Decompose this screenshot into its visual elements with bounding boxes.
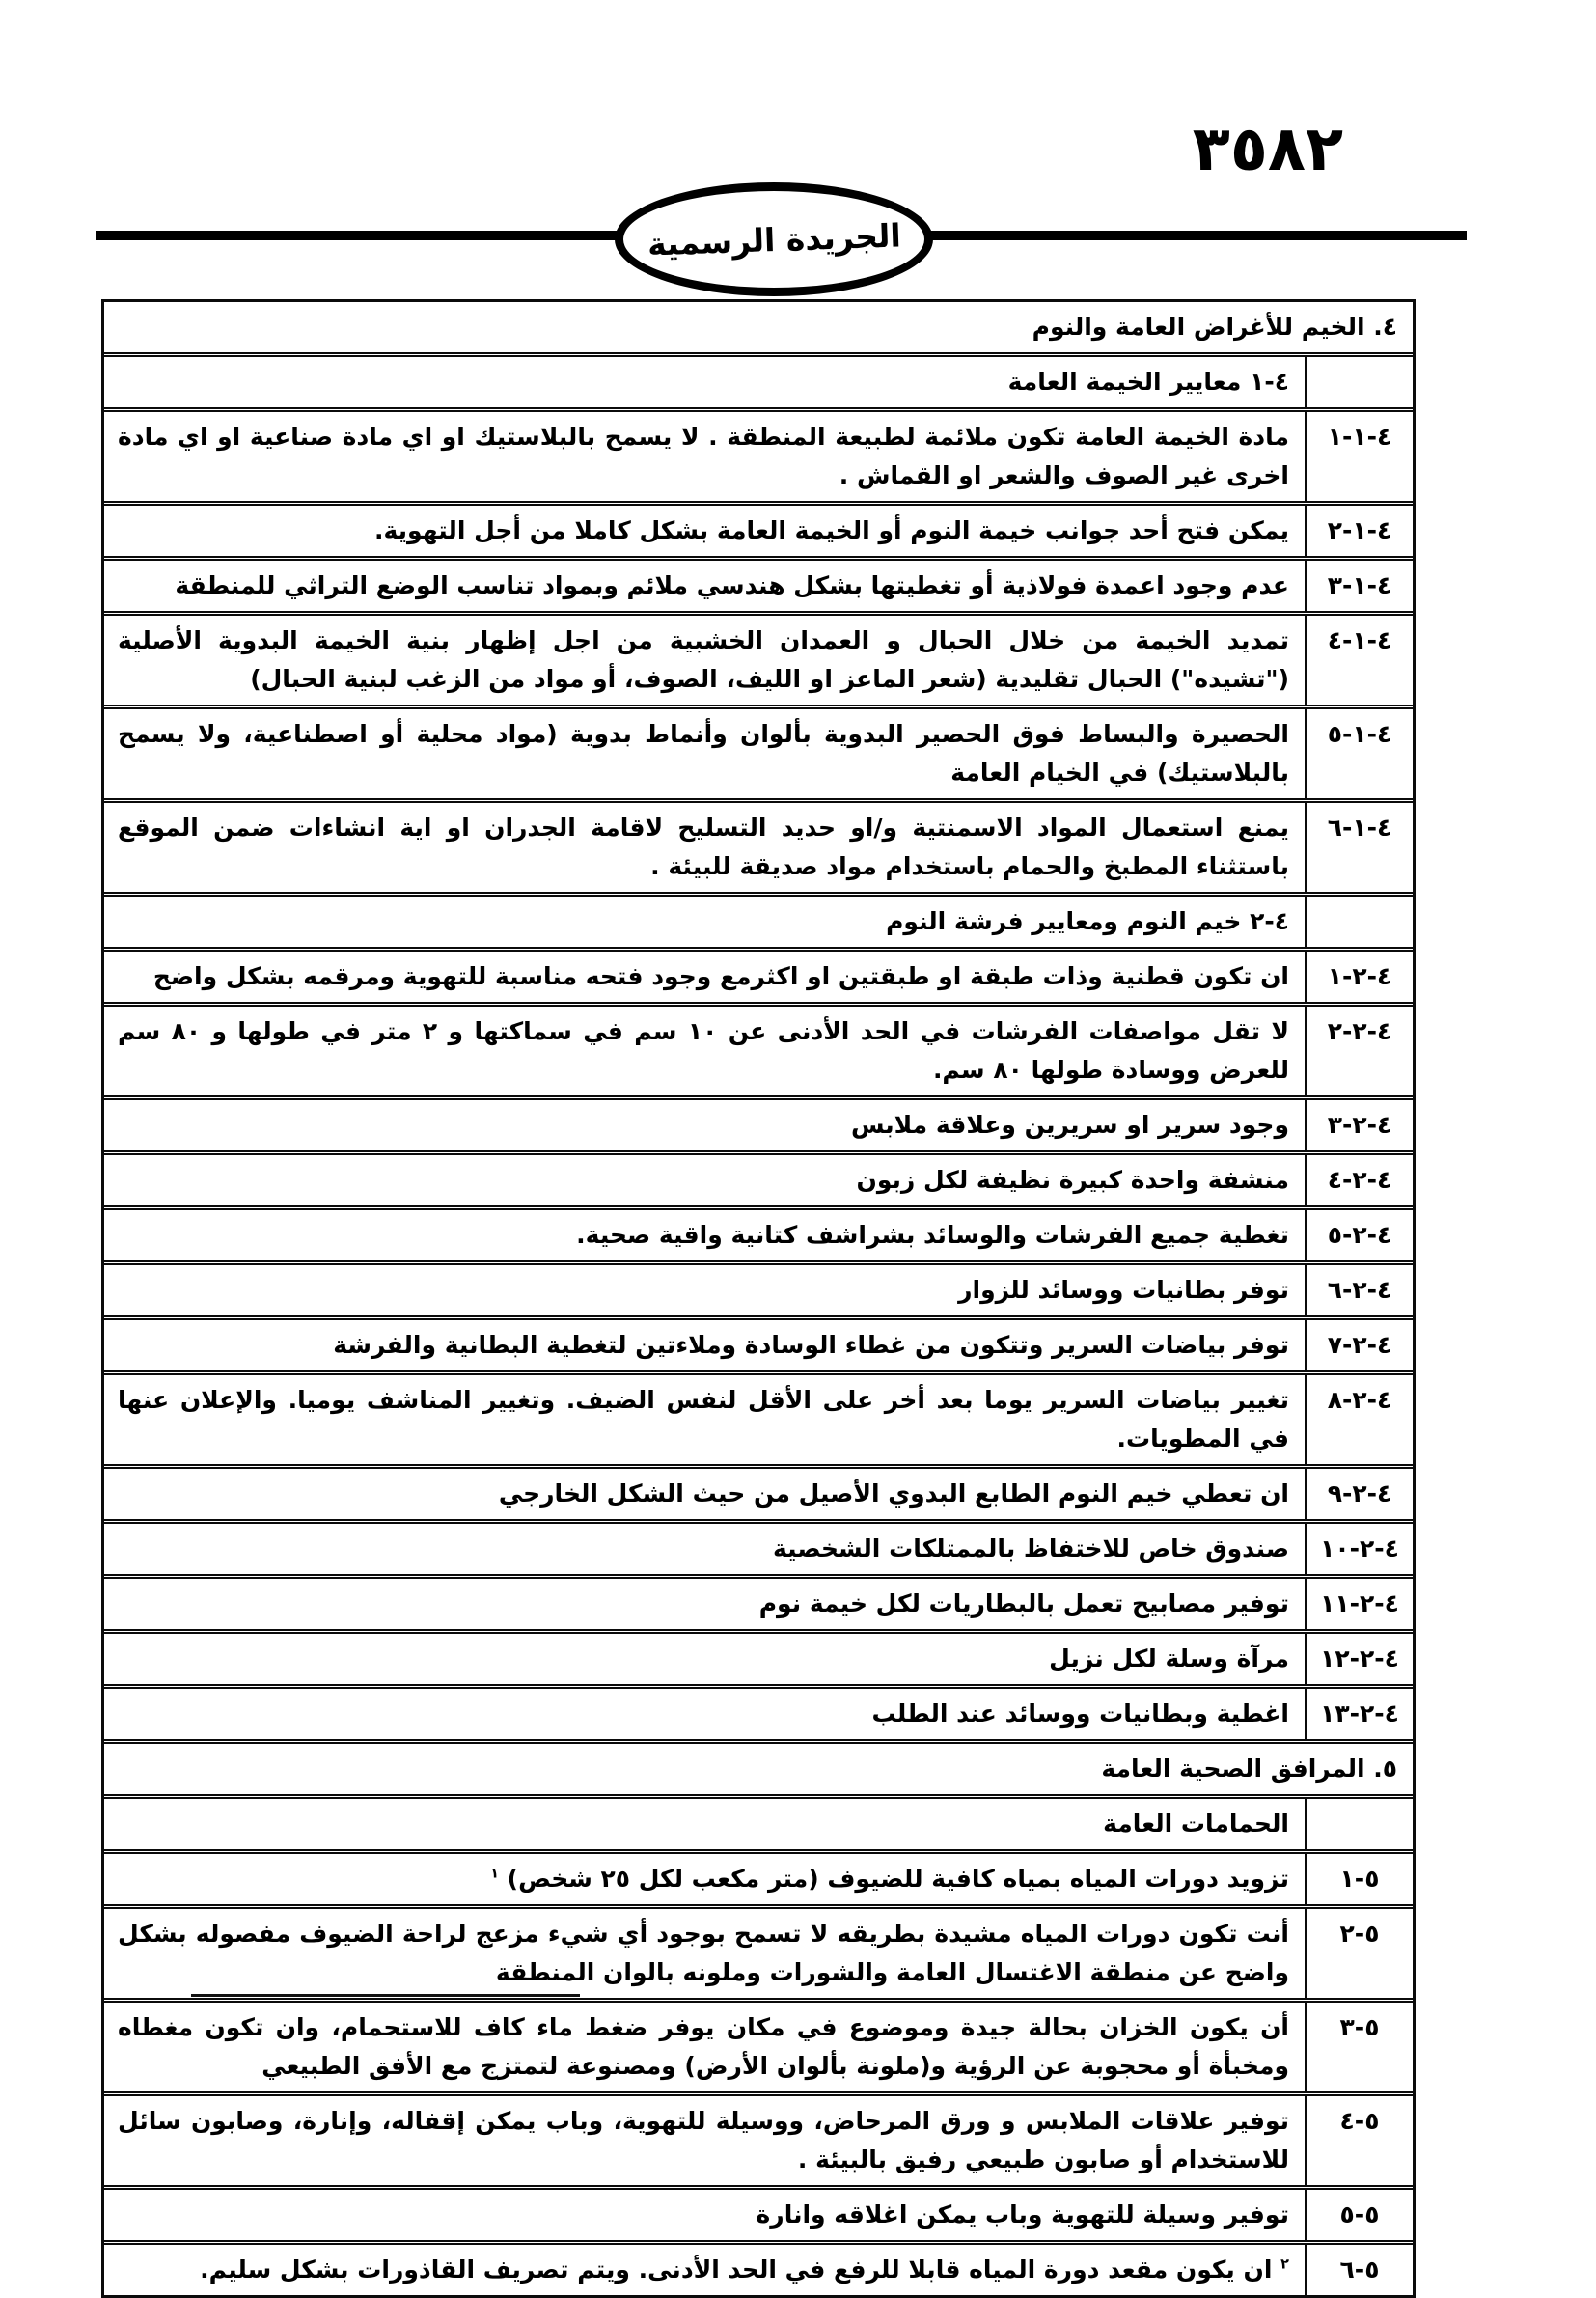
row-text: لا تقل مواصفات الفرشات في الحد الأدنى عن ١٠ سم في سماكتها و ٢ متر في طولها و ٨٠ سم للعرض ووسادة طولها ٨٠ سم. (118, 1017, 1289, 1084)
row-text-cell (104, 1579, 1305, 1629)
row-text-cell (104, 1744, 1413, 1794)
row-number-cell: ٤-٢-٣ (1305, 1100, 1413, 1150)
row-text: تغيير بياضات السرير يوما بعد أخر على الأقل لنفس الضيف. وتغيير المناشف يوميا. والإعلان عنها في المطويات. (118, 1386, 1289, 1453)
row-text-cell (104, 1100, 1305, 1150)
table-row (104, 1375, 1413, 1469)
table-row (104, 1909, 1413, 2003)
row-text: الحصيرة والبساط فوق الحصير البدوية بألوان وأنماط بدوية (مواد محلية أو اصطناعية، ولا يسمح بالبلاستيك) في الخيام العامة (118, 720, 1289, 787)
footnote-marker: ١ (490, 1866, 499, 1882)
row-number-cell: ٤-٢-٨ (1305, 1375, 1413, 1464)
table-row (104, 1155, 1413, 1210)
row-text-cell (104, 803, 1305, 892)
row-number-cell: ٤-١-٤ (1305, 616, 1413, 705)
row-text: ان يكون مقعد دورة المياه قابلا للرفع في الحد الأدنى. ويتم تصريف القاذورات بشكل سليم. (200, 2256, 1273, 2284)
row-number-cell (1305, 1799, 1413, 1849)
row-text-cell (104, 1265, 1305, 1315)
row-text: يمكن فتح أحد جوانب خيمة النوم أو الخيمة العامة بشكل كاملا من أجل التهوية. (374, 516, 1289, 544)
row-text: تزويد دورات المياه بمياه كافية للضيوف (متر مكعب لكل ٢٥ شخص) (507, 1865, 1289, 1893)
table-row (104, 2190, 1413, 2245)
row-text-cell (104, 506, 1305, 556)
row-text-cell (104, 1375, 1305, 1464)
row-text: أنت تكون دورات المياه مشيدة بطريقه لا تسمح بوجود أي شيء مزعج لراحة الضيوف مفصوله بشكل واضح عن منطقة الاغتسال العامة والشورات وملونه بالوان المنطقة (118, 1920, 1289, 1986)
table-row (104, 561, 1413, 616)
table-row (104, 506, 1413, 561)
row-text-cell (104, 1469, 1305, 1519)
row-text: ٤. الخيم للأغراض العامة والنوم (1032, 313, 1397, 341)
row-text: توفير وسيلة للتهوية وباب يمكن اغلاقه وانارة (756, 2201, 1289, 2229)
rules-table (101, 299, 1416, 2298)
row-text: وجود سرير او سريرين وعلاقة ملابس (850, 1111, 1289, 1139)
row-number-cell: ٥-٢ (1305, 1909, 1413, 1998)
row-text-cell (104, 1155, 1305, 1205)
table-row (104, 1210, 1413, 1265)
table-row (104, 1799, 1413, 1854)
row-number-cell: ٤-١-٣ (1305, 561, 1413, 611)
row-text: أن يكون الخزان بحالة جيدة وموضوع في مكان يوفر ضغط ماء كاف للاستحمام، وان تكون مغطاه ومخبأة أو محجوبة عن الرؤية و(ملونة بألوان الأرض) ومصنوعة لتمتزج مع الأفق الطبيعي (118, 2013, 1289, 2080)
row-text: ان تكون قطنية وذات طبقة او طبقتين او اكثرمع وجود فتحه مناسبة للتهوية ومرقمه بشكل واضح (152, 962, 1289, 990)
row-number-cell: ٤-١-١ (1305, 412, 1413, 501)
row-text-cell (104, 1799, 1305, 1849)
row-text-cell (104, 1524, 1305, 1574)
row-text-cell (104, 1634, 1305, 1684)
row-number-cell: ٥-٤ (1305, 2096, 1413, 2185)
table-row (104, 803, 1413, 897)
row-number-cell: ٥-٥ (1305, 2190, 1413, 2240)
table-row (104, 952, 1413, 1007)
table-row (104, 2245, 1413, 2295)
row-number-cell: ٤-٢-١٠ (1305, 1524, 1413, 1574)
row-text-cell (104, 1909, 1305, 1998)
table-row (104, 1007, 1413, 1100)
row-number-cell: ٥-٦ (1305, 2245, 1413, 2295)
gazette-seal (615, 182, 933, 296)
row-number-cell: ٤-١-٢ (1305, 506, 1413, 556)
row-number-cell: ٤-٢-١ (1305, 952, 1413, 1002)
row-text-cell (104, 1210, 1305, 1260)
table-row (104, 1524, 1413, 1579)
row-number-cell: ٤-٢-١١ (1305, 1579, 1413, 1629)
table-row (104, 302, 1413, 357)
table-row (104, 616, 1413, 709)
row-number-cell (1305, 897, 1413, 947)
row-number-cell: ٤-٢-٦ (1305, 1265, 1413, 1315)
row-number-cell: ٤-٢-٢ (1305, 1007, 1413, 1095)
row-number-cell: ٤-٢-٩ (1305, 1469, 1413, 1519)
row-text-cell (104, 302, 1413, 352)
table-row (104, 1469, 1413, 1524)
footnote-rule (191, 1994, 580, 1997)
row-text-cell (104, 2190, 1305, 2240)
row-text-cell (104, 2096, 1305, 2185)
table-row (104, 1265, 1413, 1320)
row-number-cell: ٤-١-٦ (1305, 803, 1413, 892)
row-text: منشفة واحدة كبيرة نظيفة لكل زبون (856, 1166, 1289, 1194)
row-text: عدم وجود اعمدة فولاذية أو تغطيتها بشكل هندسي ملائم وبمواد تناسب الوضع التراثي للمنطقة (175, 571, 1289, 599)
row-text: مرآة وسلة لكل نزيل (1049, 1645, 1289, 1673)
row-text: يمنع استعمال المواد الاسمنتية و/او حديد التسليح لاقامة الجدران او اية انشاءات ضمن الموقع باستثناء المطبخ والحمام باستخدام مواد صديقة للبيئة . (118, 814, 1289, 880)
row-text: تغطية جميع الفرشات والوسائد بشراشف كتانية واقية صحية. (576, 1221, 1289, 1249)
row-text: توفير مصابيح تعمل بالبطاريات لكل خيمة نوم (758, 1590, 1289, 1618)
table-row (104, 1689, 1413, 1744)
page-number: ٣٥٨٢ (1192, 114, 1343, 185)
row-number-cell: ٤-٢-٤ (1305, 1155, 1413, 1205)
row-text: ٤-٢ خيم النوم ومعايير فرشة النوم (886, 907, 1289, 935)
table-row (104, 1744, 1413, 1799)
row-text: ٤-١ معايير الخيمة العامة (1007, 368, 1289, 396)
row-text-cell (104, 1689, 1305, 1739)
row-text: الحمامات العامة (1103, 1810, 1289, 1838)
table-row (104, 897, 1413, 952)
row-number-cell: ٥-٣ (1305, 2003, 1413, 2091)
row-text-cell (104, 561, 1305, 611)
row-text-cell (104, 2245, 1305, 2295)
table-row (104, 2096, 1413, 2190)
row-text-cell (104, 1007, 1305, 1095)
row-number-cell: ٤-٢-١٣ (1305, 1689, 1413, 1739)
row-text: مادة الخيمة العامة تكون ملائمة لطبيعة المنطقة . لا يسمح بالبلاستيك او اي مادة صناعية او اي مادة اخرى غير الصوف والشعر او القماش . (118, 423, 1289, 489)
row-text-cell (104, 2003, 1305, 2091)
row-number-cell: ٤-٢-٧ (1305, 1320, 1413, 1370)
row-text-cell (104, 952, 1305, 1002)
row-text: صندوق خاص للاختفاظ بالممتلكات الشخصية (772, 1535, 1289, 1563)
row-text: توفر بياضات السرير وتتكون من غطاء الوسادة وملاءتين لتغطية البطانية والفرشة (333, 1331, 1289, 1359)
row-text: ٥. المرافق الصحية العامة (1101, 1755, 1397, 1783)
table-row (104, 1100, 1413, 1155)
table-row (104, 1634, 1413, 1689)
table-row (104, 357, 1413, 412)
row-text-cell (104, 1854, 1305, 1904)
row-text-cell (104, 412, 1305, 501)
row-number-cell: ٤-٢-٥ (1305, 1210, 1413, 1260)
row-number-cell: ٤-٢-١٢ (1305, 1634, 1413, 1684)
row-number-cell (1305, 357, 1413, 407)
table-row (104, 709, 1413, 803)
row-text-cell (104, 709, 1305, 798)
row-text-cell (104, 897, 1305, 947)
row-text: توفير علاقات الملابس و ورق المرحاض، ووسيلة للتهوية، وباب يمكن إقفاله، وإنارة، وصابون سائل للاستخدام أو صابون طبيعي رفيق بالبيئة . (118, 2107, 1289, 2173)
row-text: اغطية وبطانيات ووسائد عند الطلب (871, 1700, 1289, 1728)
row-text: ان تعطي خيم النوم الطابع البدوي الأصيل من حيث الشكل الخارجي (498, 1480, 1289, 1508)
row-text: تمديد الخيمة من خلال الحبال و العمدان الخشبية من اجل إظهار بنية الخيمة البدوية الأصلية ("تشيده") الحبال تقليدية (شعر الماعز او الليف، الصوف، أو مواد من الزغب لبنية الحبال) (118, 626, 1289, 693)
table-row (104, 1579, 1413, 1634)
table-row (104, 1320, 1413, 1375)
row-number-cell: ٤-١-٥ (1305, 709, 1413, 798)
row-number-cell: ٥-١ (1305, 1854, 1413, 1904)
table-row (104, 2003, 1413, 2096)
row-text-cell (104, 616, 1305, 705)
table-row (104, 1854, 1413, 1909)
footnote-marker: ٢ (1280, 2256, 1289, 2273)
row-text: توفر بطانيات ووسائد للزوار (958, 1276, 1289, 1304)
table-row (104, 412, 1413, 506)
gazette-title: الجريدة الرسمية (647, 215, 901, 263)
row-text-cell (104, 1320, 1305, 1370)
row-text-cell (104, 357, 1305, 407)
